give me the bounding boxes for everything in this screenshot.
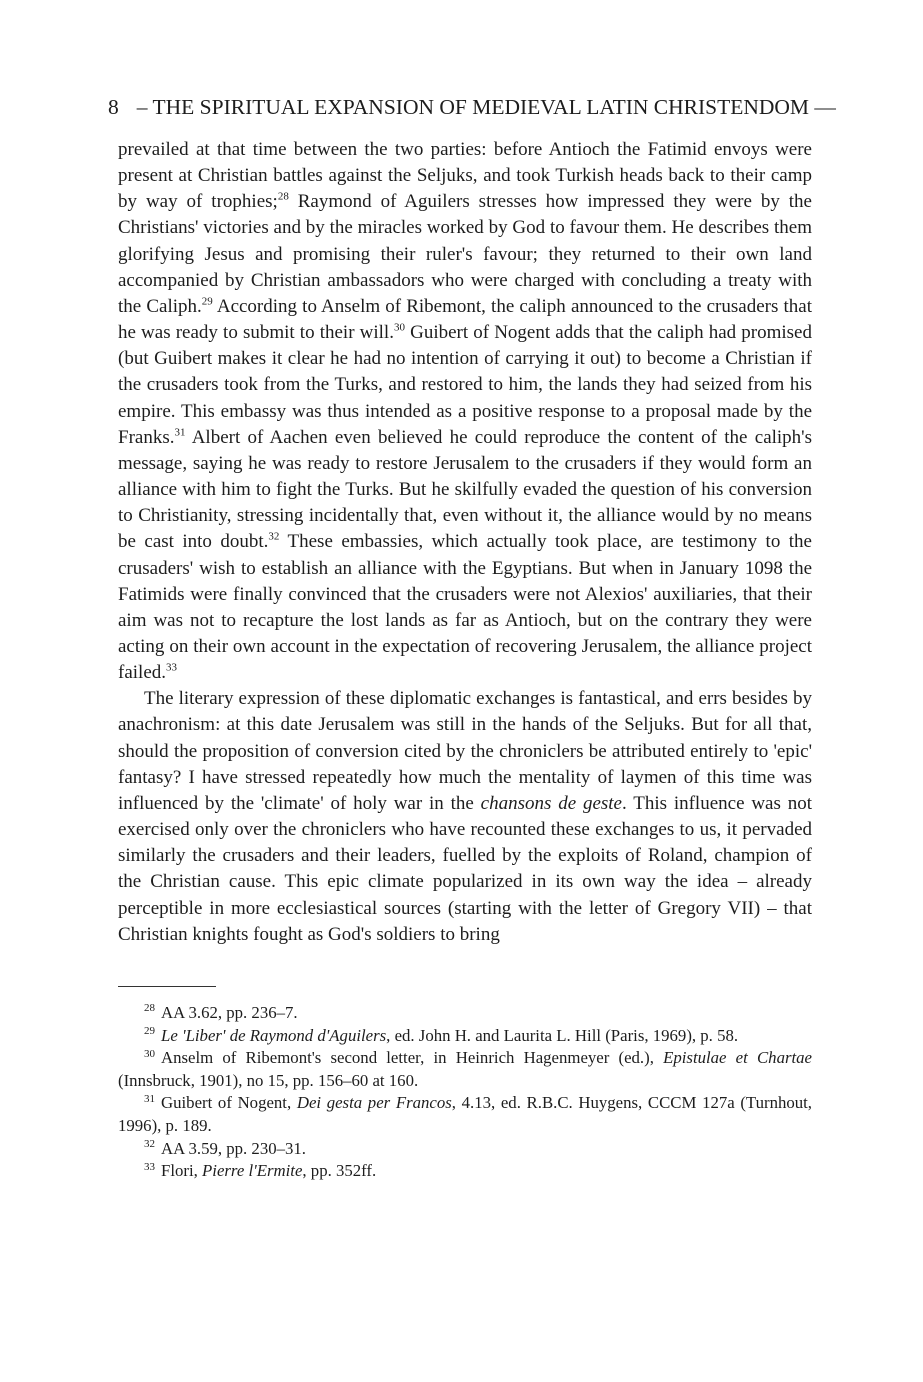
text-run: prevailed at that time between the two parties: before Antioch the Fatimid envoys were present at Christian battles against the Seljuks, and took Turkish heads back to their camp by way of trophies; [118,139,812,213]
text-run: These embassies, which actually took place, are testimony to the crusaders' wish to establish an alliance with the Egyptians. But when in January 1098 the Fatimids were finally convinced that the crusaders were not Alexios' auxiliaries, that their aim was not to recapture the lost lands as far as Antioch, but on the contrary they were acting on their own account in the expectation of recovering Jerusalem, the alliance project failed. [118,531,812,684]
text-run: AA 3.62, pp. 236–7. [161,1003,298,1022]
footnote-number: 29 [144,1025,155,1037]
text-run: Guibert of Nogent, [161,1093,297,1113]
paragraph [118,137,812,686]
footnote-ref: 28 [277,190,289,203]
text-run: , pp. 352ff. [302,1161,377,1181]
footnote-number: 31 [144,1092,155,1105]
footnote-number: 33 [144,1160,155,1173]
running-header [108,92,836,122]
text-run: Flori, [161,1161,203,1181]
footnote-ref: 33 [166,661,178,674]
text-run: Raymond of Aguilers stresses how impressed they were by the Christians' victories and by the miracles worked by God to favour them. He describes them glorifying Jesus and promising their ruler's favour; they returned to their own land accompanied by Christian ambassadors who were charged with concluding a treaty with the Caliph. [118,191,812,317]
footnote [118,1025,812,1048]
footnotes [118,1002,812,1183]
footnote [118,1160,812,1183]
footnote [118,1138,812,1161]
footnote-ref: 32 [268,531,280,544]
text-run: Guibert of Nogent adds that the caliph had promised (but Guibert makes it clear he had no intention of carrying it out) to become a Christian if the crusaders took from the Turks, and restored to him, the lands they had seized from his empire. This embassy was thus intended as a positive response to a proposal made by the Franks. [118,322,812,448]
text-run: Albert of Aachen even believed he could reproduce the content of the caliph's message, saying he was ready to restore Jerusalem to the crusaders if they would form an alliance with him to fight the Turks. But he skilfully evaded the question of his conversion to Christianity, stressing incidentally that, even without it, the alliance would by no means be cast into doubt. [118,426,812,553]
text-run: Anselm of Ribemont's second letter, in Heinrich Hagenmeyer (ed.), [161,1048,664,1068]
paragraph [118,686,812,948]
text-run: According to Anselm of Ribemont, the caliph announced to the crusaders that he was ready to submit to their will. [118,295,812,344]
italic-text: Dei gesta per Francos [296,1093,452,1113]
main-text [118,137,812,948]
italic-text: Le 'Liber' de Raymond d'Aguilers [161,1025,387,1045]
footnote [118,1047,812,1092]
text-run: . This influence was not exercised only over the chroniclers who have recounted these exchanges to us, it pervaded similarly the crusaders and their leaders, fuelled by the exploits of Roland, champion of the Christian cause. This epic climate popularized in its own way the idea – already perceptible in more ecclesiastical sources (starting with the letter of Gregory VII) – that Christian knights fought as God's soldiers to bring [118,792,812,945]
italic-text: Epistulae et Chartae [663,1048,812,1068]
footnote [118,1002,812,1025]
running-title: – THE SPIRITUAL EXPANSION OF MEDIEVAL LATIN CHRISTENDOM — [136,95,836,119]
footnote-ref: 31 [174,426,186,439]
page-number: 8 [108,95,119,119]
text-run: The literary expression of these diplomatic exchanges is fantastical, and errs besides by anachronism: at this date Jerusalem was still in the hands of the Seljuks. But for all that, should the proposition of conversion cited by the chroniclers be attributed entirely to 'epic' fantasy? I have stressed repeatedly how much the mentality of laymen of this time was influenced by the 'climate' of holy war in the [118,688,812,814]
footnote-ref: 29 [201,295,213,308]
italic-text: Pierre l'Ermite [202,1161,303,1181]
footnote-number: 30 [144,1047,155,1060]
footnote-separator [118,986,216,987]
footnote [118,1092,812,1137]
footnote-number: 28 [144,1002,155,1015]
footnote-ref: 30 [393,321,405,334]
italic-text: chansons de geste [480,792,622,814]
text-run: AA 3.59, pp. 230–31. [161,1138,306,1158]
text-run: , ed. John H. and Laurita L. Hill (Paris, 1969), p. 58. [386,1025,739,1045]
text-run: (Innsbruck, 1901), no 15, pp. 156–60 at 160. [118,1070,419,1090]
text-run: , 4.13, ed. R.B.C. Huygens, CCCM 127a (Turnhout, 1996), p. 189. [118,1093,812,1135]
footnote-number: 32 [144,1137,155,1150]
